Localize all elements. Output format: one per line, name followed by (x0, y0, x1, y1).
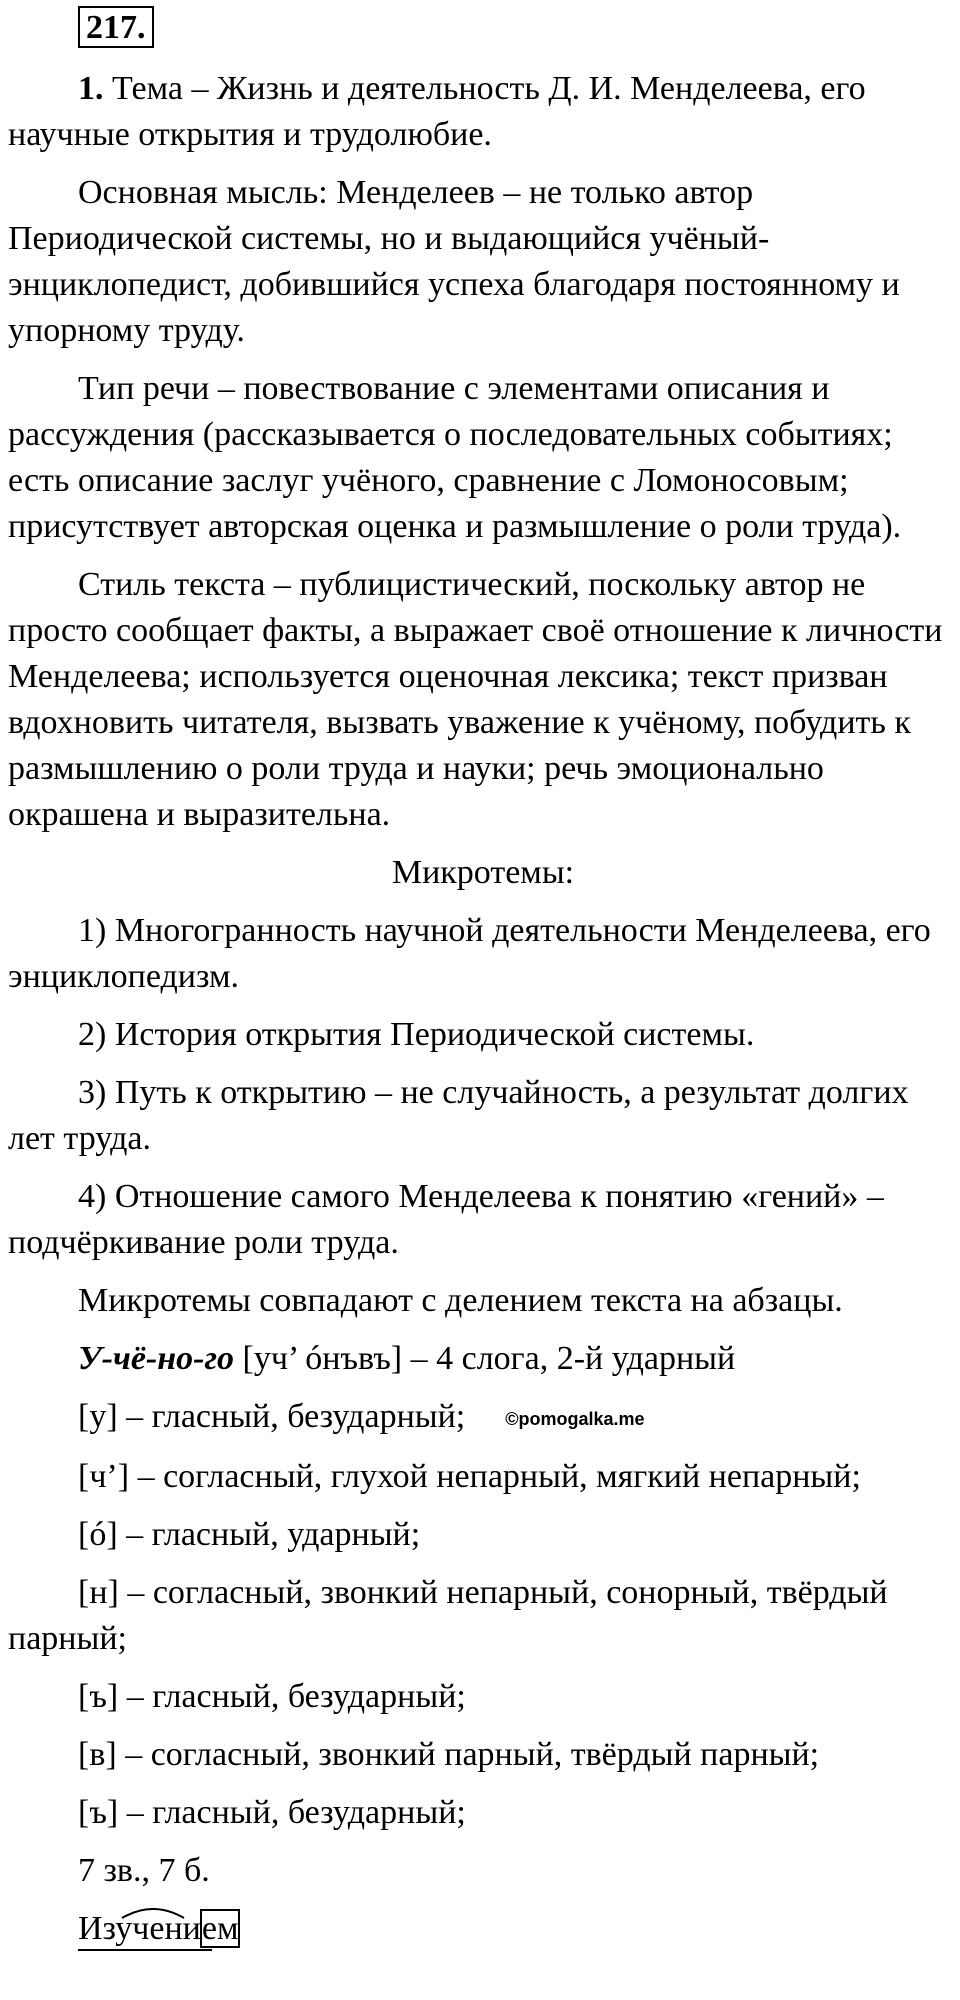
phonetic-transcription: [уч’ óнъвъ] – 4 слога, 2-й ударный (234, 1340, 736, 1377)
microtheme-item: 3) Путь к открытию – не случайность, а результат долгих лет труда. (8, 1074, 909, 1157)
morph-ending: ем (201, 1910, 239, 1948)
sound-count: 7 зв., 7 б. (78, 1852, 210, 1890)
item-number: 1. (78, 70, 104, 107)
sound-item: [в] – согласный, звонкий парный, твёрдый парный; (78, 1736, 820, 1774)
phonetic-header (8, 1336, 958, 1382)
sound-item: [ъ] – гласный, безударный; (78, 1678, 466, 1716)
document-page (8, 0, 958, 1952)
paragraph-speech-type: Тип речи – повествование с элементами описания и рассуждения (рассказывается о последовательных событиях; есть описание заслуг учёного, сравнение с Ломоносовым; присутствует авторская оценка и размышление о роли труда). (8, 370, 902, 545)
phonetic-word: У-чё-но-го (78, 1340, 234, 1377)
paragraph-theme (8, 66, 958, 158)
microthemes-heading: Микротемы: (391, 854, 575, 891)
watermark: ©pomogalka.me (505, 1409, 645, 1430)
morphemic-analysis (78, 1906, 239, 1952)
sound-item: [ó] – гласный, ударный; (78, 1516, 421, 1554)
exercise-number: 217. (78, 6, 154, 48)
theme-text: Тема – Жизнь и деятельность Д. И. Менделеева, его научные открытия и трудолюбие. (8, 70, 866, 153)
paragraph-style: Стиль текста – публицистический, поскольку автор не просто сообщает факты, а выражает своё отношение к личности Менделеева; используется оценочная лексика; текст призван вдохновить читателя, вызвать уважение к учёному, побудить к размышлению о роли труда и науки; речь эмоционально окрашена и выразительна. (8, 566, 943, 833)
sound-item (8, 1394, 958, 1442)
sound-item: [ч’] – согласный, глухой непарный, мягкий непарный; (78, 1458, 861, 1496)
morph-stem: Изучени (78, 1910, 201, 1948)
sound-item: [ъ] – гласный, безударный; (78, 1794, 466, 1832)
sound-text: [у] – гласный, безударный; (78, 1398, 466, 1435)
sound-item: [н] – согласный, звонкий непарный, сонорный, твёрдый парный; (8, 1574, 888, 1658)
microthemes-conclusion: Микротемы совпадают с делением текста на абзацы. (78, 1282, 843, 1319)
microtheme-item: 1) Многогранность научной деятельности Менделеева, его энциклопедизм. (8, 912, 931, 995)
paragraph-main-idea: Основная мысль: Менделеев – не только автор Периодической системы, но и выдающийся учёный-энциклопедист, добившийся успеха благодаря постоянному и упорному труду. (8, 174, 900, 349)
morpheme-marks-icon (78, 1906, 268, 1954)
microtheme-item: 2) История открытия Периодической системы. (78, 1016, 755, 1053)
microtheme-item: 4) Отношение самого Менделеева к понятию «гений» – подчёркивание роли труда. (8, 1178, 884, 1261)
